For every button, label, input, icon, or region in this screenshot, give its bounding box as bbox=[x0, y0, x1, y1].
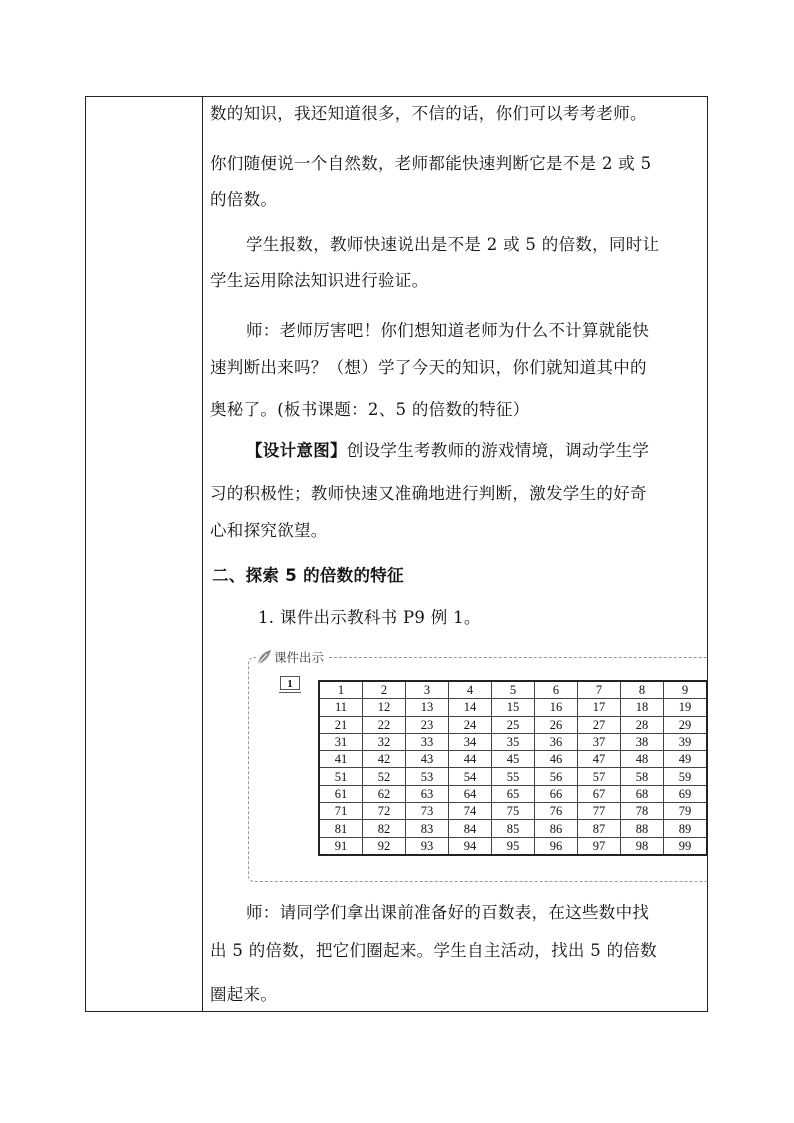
paragraph-line: 学生报数，教师快速说出是不是 2 或 5 的倍数，同时让 bbox=[246, 235, 660, 254]
hundred-chart-cell: 73 bbox=[406, 803, 449, 820]
hundred-chart-cell: 86 bbox=[535, 820, 578, 837]
hundred-chart-cell: 92 bbox=[363, 837, 406, 855]
hundred-chart-cell: 6 bbox=[535, 681, 578, 699]
hundred-chart-cell: 53 bbox=[406, 768, 449, 785]
hundred-chart-cell: 36 bbox=[535, 733, 578, 750]
hundred-chart-cell: 52 bbox=[363, 768, 406, 785]
hundred-chart-cell: 11 bbox=[319, 699, 363, 716]
example-number: 1 bbox=[280, 676, 300, 690]
hundred-chart-cell: 4 bbox=[449, 681, 492, 699]
hundred-chart-cell: 14 bbox=[449, 699, 492, 716]
paragraph-line: 师：老师厉害吧！你们想知道老师为什么不计算就能快 bbox=[246, 321, 650, 340]
hundred-chart-cell: 91 bbox=[319, 837, 363, 855]
hundred-chart-cell: 63 bbox=[406, 785, 449, 802]
hundred-chart-cell: 23 bbox=[406, 716, 449, 733]
hundred-chart-cell: 77 bbox=[578, 803, 621, 820]
paragraph-line: 奥秘了。(板书课题：2、5 的倍数的特征） bbox=[210, 400, 530, 419]
hundred-chart-row bbox=[319, 751, 707, 768]
design-intent-line bbox=[246, 440, 649, 462]
hundred-chart-cell: 27 bbox=[578, 716, 621, 733]
paragraph-line: 出 5 的倍数，把它们圈起来。学生自主活动，找出 5 的倍数 bbox=[210, 941, 657, 960]
hundred-chart-cell: 57 bbox=[578, 768, 621, 785]
column-divider bbox=[202, 96, 203, 1012]
hundred-chart-cell: 84 bbox=[449, 820, 492, 837]
hundred-chart-cell: 51 bbox=[319, 768, 363, 785]
hundred-chart-row bbox=[319, 699, 707, 716]
paragraph-line: 圈起来。 bbox=[210, 985, 278, 1004]
hundred-chart-cell: 39 bbox=[664, 733, 708, 750]
courseware-title-wrap bbox=[256, 645, 328, 669]
paragraph-line: 速判断出来吗？（想）学了今天的知识，你们就知道其中的 bbox=[210, 358, 647, 377]
hundred-chart-cell: 45 bbox=[492, 751, 535, 768]
hundred-chart-cell: 65 bbox=[492, 785, 535, 802]
hundred-chart-cell: 97 bbox=[578, 837, 621, 855]
hundred-chart-cell: 56 bbox=[535, 768, 578, 785]
hundred-chart-row bbox=[319, 733, 707, 750]
hundred-chart-cell: 64 bbox=[449, 785, 492, 802]
hundred-chart-cell: 69 bbox=[664, 785, 708, 802]
hundred-chart-cell: 78 bbox=[621, 803, 664, 820]
paragraph-line: 你们随便说一个自然数，老师都能快速判断它是不是 2 或 5 bbox=[210, 154, 652, 173]
hundred-chart-cell: 74 bbox=[449, 803, 492, 820]
hundred-chart-cell: 5 bbox=[492, 681, 535, 699]
hundred-chart-cell: 15 bbox=[492, 699, 535, 716]
hundred-chart-cell: 54 bbox=[449, 768, 492, 785]
hundred-chart-cell: 96 bbox=[535, 837, 578, 855]
hundred-chart-cell: 99 bbox=[664, 837, 708, 855]
hundred-chart-cell: 26 bbox=[535, 716, 578, 733]
hundred-chart-row bbox=[319, 803, 707, 820]
hundred-chart-cell: 28 bbox=[621, 716, 664, 733]
paragraph-line: 习的积极性；教师快速又准确地进行判断，激发学生的好奇 bbox=[210, 484, 647, 503]
hundred-chart-cell: 49 bbox=[664, 751, 708, 768]
hundred-chart-cell: 18 bbox=[621, 699, 664, 716]
hundred-chart-cell: 24 bbox=[449, 716, 492, 733]
hundred-chart-cell: 12 bbox=[363, 699, 406, 716]
hundred-chart-cell: 75 bbox=[492, 803, 535, 820]
hundred-chart-cell: 48 bbox=[621, 751, 664, 768]
hundred-chart-cell: 81 bbox=[319, 820, 363, 837]
hundred-chart-cell: 16 bbox=[535, 699, 578, 716]
hundred-chart-cell: 19 bbox=[664, 699, 708, 716]
hundred-chart-cell: 34 bbox=[449, 733, 492, 750]
hundred-chart-cell: 94 bbox=[449, 837, 492, 855]
paragraph-line: 数的知识，我还知道很多，不信的话，你们可以考考老师。 bbox=[210, 104, 647, 123]
hundred-chart-cell: 82 bbox=[363, 820, 406, 837]
hundred-chart-cell: 32 bbox=[363, 733, 406, 750]
hundred-chart-cell: 85 bbox=[492, 820, 535, 837]
hundred-chart-cell: 93 bbox=[406, 837, 449, 855]
hundred-chart-cell: 7 bbox=[578, 681, 621, 699]
hundred-chart-cell: 25 bbox=[492, 716, 535, 733]
hundred-chart-cell: 71 bbox=[319, 803, 363, 820]
hundred-chart-row bbox=[319, 768, 707, 785]
section-heading: 二、探索 5 的倍数的特征 bbox=[212, 566, 404, 585]
hundred-chart-cell: 38 bbox=[621, 733, 664, 750]
paragraph-line: 师：请同学们拿出课前准备好的百数表，在这些数中找 bbox=[246, 903, 650, 922]
hundred-chart-cell: 76 bbox=[535, 803, 578, 820]
courseware-title: 课件出示 bbox=[274, 650, 325, 665]
hundred-chart-cell: 61 bbox=[319, 785, 363, 802]
hundred-chart-cell: 98 bbox=[621, 837, 664, 855]
hundred-chart-cell: 43 bbox=[406, 751, 449, 768]
hundred-chart-cell: 42 bbox=[363, 751, 406, 768]
leaf-icon bbox=[256, 649, 272, 665]
hundred-chart-cell: 3 bbox=[406, 681, 449, 699]
hundred-chart-cell: 31 bbox=[319, 733, 363, 750]
design-intent-text: 创设学生考教师的游戏情境，调动学生学 bbox=[346, 441, 650, 460]
hundred-chart-cell: 17 bbox=[578, 699, 621, 716]
hundred-chart-cell: 83 bbox=[406, 820, 449, 837]
hundred-chart-cell: 95 bbox=[492, 837, 535, 855]
hundred-chart-cell: 72 bbox=[363, 803, 406, 820]
hundred-chart-row bbox=[319, 837, 707, 855]
hundred-chart-cell: 88 bbox=[621, 820, 664, 837]
hundred-chart-cell: 59 bbox=[664, 768, 708, 785]
hundred-chart-cell: 89 bbox=[664, 820, 708, 837]
design-intent-tag: 【设计意图】 bbox=[246, 441, 347, 460]
hundred-chart-cell: 22 bbox=[363, 716, 406, 733]
hundred-chart-cell: 33 bbox=[406, 733, 449, 750]
hundred-chart-cell: 47 bbox=[578, 751, 621, 768]
hundred-chart-cell: 8 bbox=[621, 681, 664, 699]
hundred-chart-cell: 2 bbox=[363, 681, 406, 699]
paragraph-line: 学生运用除法知识进行验证。 bbox=[210, 271, 429, 290]
hundred-chart-cell: 62 bbox=[363, 785, 406, 802]
hundred-chart-cell: 13 bbox=[406, 699, 449, 716]
hundred-chart-cell: 37 bbox=[578, 733, 621, 750]
hundred-chart-cell: 1 bbox=[319, 681, 363, 699]
hundred-chart-cell: 68 bbox=[621, 785, 664, 802]
paragraph-line: 的倍数。 bbox=[210, 190, 278, 209]
paragraph-line: 心和探究欲望。 bbox=[210, 521, 328, 540]
hundred-chart-cell: 21 bbox=[319, 716, 363, 733]
hundred-chart-cell: 58 bbox=[621, 768, 664, 785]
hundred-chart-row bbox=[319, 716, 707, 733]
hundred-chart-cell: 55 bbox=[492, 768, 535, 785]
hundred-chart-row bbox=[319, 681, 707, 699]
hundred-chart-row bbox=[319, 820, 707, 837]
step-line: 1. 课件出示教科书 P9 例 1。 bbox=[258, 608, 481, 627]
hundred-chart-table bbox=[318, 680, 708, 856]
hundred-chart-cell: 66 bbox=[535, 785, 578, 802]
hundred-chart-cell: 46 bbox=[535, 751, 578, 768]
hundred-chart-cell: 87 bbox=[578, 820, 621, 837]
hundred-chart-cell: 41 bbox=[319, 751, 363, 768]
hundred-chart-cell: 67 bbox=[578, 785, 621, 802]
hundred-chart-cell: 9 bbox=[664, 681, 708, 699]
hundred-chart-cell: 79 bbox=[664, 803, 708, 820]
hundred-chart-cell: 44 bbox=[449, 751, 492, 768]
hundred-chart bbox=[316, 678, 708, 872]
hundred-chart-cell: 29 bbox=[664, 716, 708, 733]
hundred-chart-row bbox=[319, 785, 707, 802]
hundred-chart-cell: 35 bbox=[492, 733, 535, 750]
